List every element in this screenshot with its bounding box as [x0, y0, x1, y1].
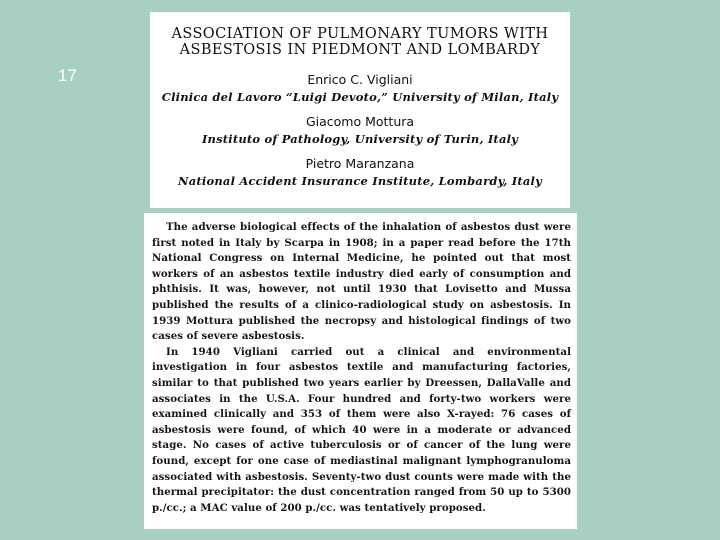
author-name-2: Giacomo Mottura — [305, 114, 415, 129]
article-title-line-1: ASSOCIATION OF PULMONARY TUMORS WITH — [171, 26, 549, 42]
author-affiliation-1: Clinica del Lavoro “Luigi Devoto,” University of Milan, Italy — [161, 90, 559, 104]
author-name-1: Enrico C. Vigliani — [307, 72, 413, 87]
body-paragraph-1: The adverse biological effects of the inhalation of asbestos dust were first noted in Italy by Scarpa in 1908; in a paper read before the 17th National Congress on Internal Medicine, he pointed out that most workers of an asbestos textile industry died early of consumption and phthisis. It was, however, not until 1930 that Lovisetto and Mussa published the results of a clinico-radiological study on asbestosis. In 1939 Mottura published the necropsy and histological findings of two cases of severe asbestosis. — [152, 221, 571, 343]
article-title-line-2: ASBESTOSIS IN PIEDMONT AND LOMBARDY — [179, 42, 541, 58]
author-name-3: Pietro Maranzana — [305, 156, 415, 171]
article-body-clipping — [144, 213, 577, 529]
author-affiliation-3: National Accident Insurance Institute, Lombardy, Italy — [178, 174, 542, 188]
body-paragraph-2: In 1940 Vigliani carried out a clinical and environmental investigation in four asbestos textile and manufacturing factories, similar to that published two years earlier by Dreessen, DallaValle and associates in the U.S.A. Four hundred and forty-two workers were examined clinically and 353 of them were also X-rayed: 76 cases of asbestosis were found, of which 40 were in a moderate or advanced stage. No cases of active tuberculosis or of cancer of the lung were found, except for one case of mediastinal malignant lymphogranuloma associated with asbestosis. Seventy-two dust counts were made with the thermal precipitator: the dust concentration ranged from 50 up to 5300 p./cc.; a MAC value of 200 p./cc. was tentatively proposed. — [152, 345, 571, 514]
author-affiliation-2: Instituto of Pathology, University of Turin, Italy — [201, 132, 519, 146]
slide-number: 17 — [58, 66, 77, 85]
article-header-clipping — [150, 12, 570, 208]
